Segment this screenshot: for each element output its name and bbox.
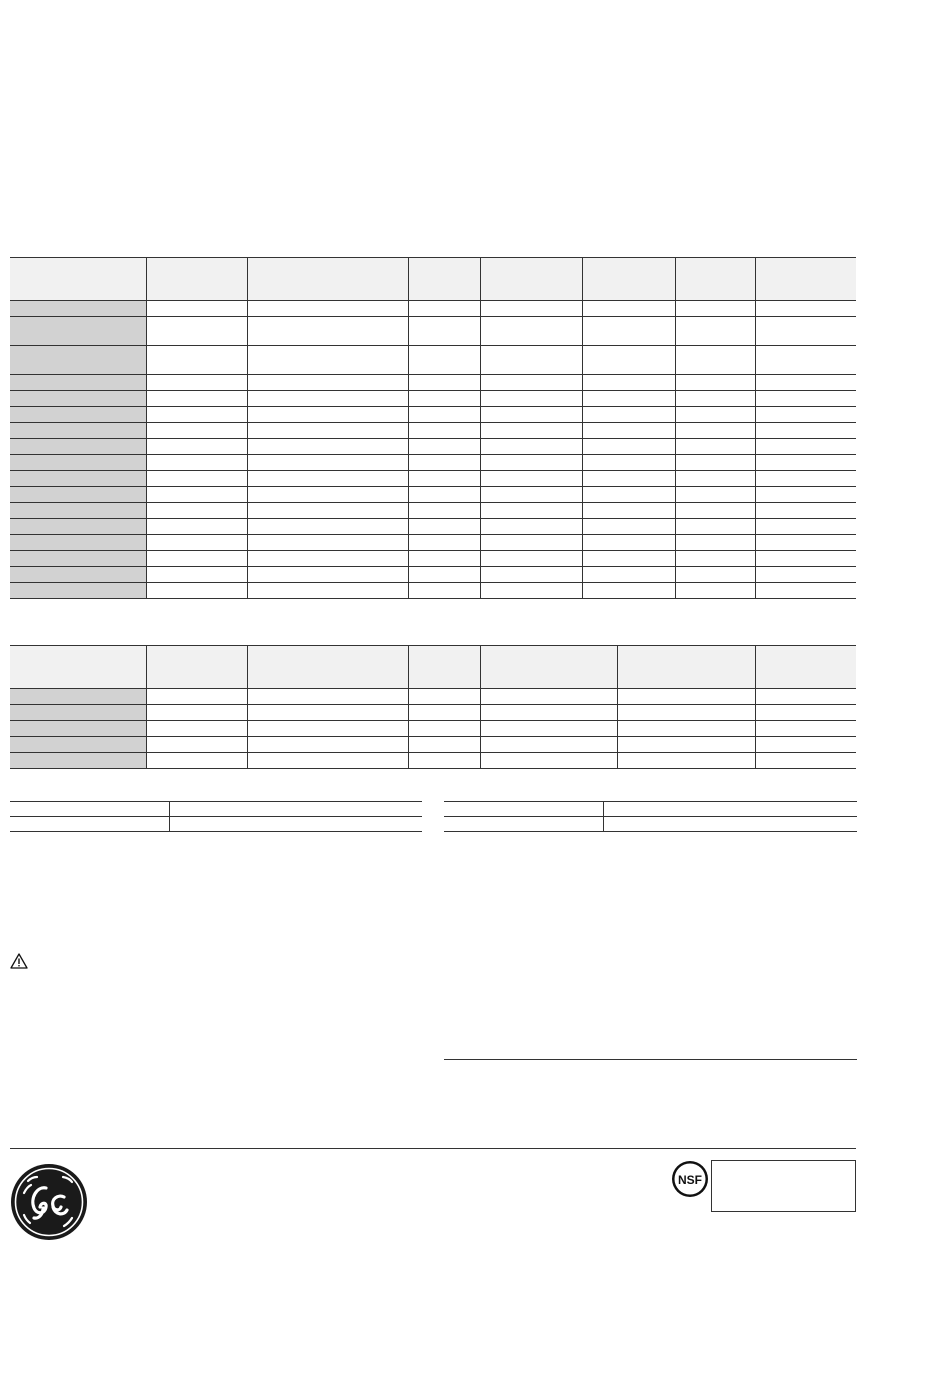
table-row [10,346,856,375]
column-header [480,646,617,689]
data-cell [755,471,856,487]
data-cell [675,423,755,439]
data-cell [408,753,480,769]
data-cell [146,551,247,567]
data-cell [146,317,247,346]
column-header [755,258,856,301]
data-cell [146,567,247,583]
data-cell [755,583,856,599]
data-cell [480,301,582,317]
data-cell [480,721,617,737]
data-cell [247,471,408,487]
spec-value [603,802,857,817]
row-label-cell [10,423,146,439]
data-cell [675,519,755,535]
data-cell [480,519,582,535]
performance-data-table-secondary [10,645,856,769]
data-cell [247,375,408,391]
row-label-cell [10,689,146,705]
data-cell [146,705,247,721]
data-cell [582,551,675,567]
data-cell [247,753,408,769]
table-row [10,391,856,407]
column-header [10,646,146,689]
data-cell [582,487,675,503]
data-cell [146,721,247,737]
spec-table-left [10,801,422,832]
data-cell [755,317,856,346]
performance-data-table [10,257,856,599]
data-cell [146,471,247,487]
column-header [146,258,247,301]
data-cell [582,583,675,599]
data-cell [675,301,755,317]
table-row [444,817,857,832]
column-header [247,258,408,301]
data-cell [480,487,582,503]
data-cell [755,721,856,737]
table-row [10,455,856,471]
data-cell [480,317,582,346]
data-cell [408,705,480,721]
data-cell [755,567,856,583]
data-cell [247,583,408,599]
row-label-cell [10,705,146,721]
row-label-cell [10,407,146,423]
row-label-cell [10,551,146,567]
data-cell [146,439,247,455]
data-cell [408,583,480,599]
data-cell [408,519,480,535]
data-cell [582,423,675,439]
data-cell [675,407,755,423]
column-header [408,646,480,689]
data-cell [755,737,856,753]
data-cell [146,375,247,391]
data-cell [755,391,856,407]
row-label-cell [10,583,146,599]
spec-value [169,817,422,832]
table-row [10,535,856,551]
table-header-row [10,646,856,689]
data-cell [755,346,856,375]
data-cell [247,301,408,317]
data-cell [675,346,755,375]
data-cell [408,737,480,753]
row-label-cell [10,487,146,503]
data-cell [408,346,480,375]
row-label-cell [10,753,146,769]
data-cell [582,301,675,317]
data-cell [675,375,755,391]
table-row [10,439,856,455]
row-label-cell [10,346,146,375]
table-row [10,705,856,721]
data-cell [617,721,755,737]
table-row [444,802,857,817]
data-cell [480,455,582,471]
data-cell [146,407,247,423]
row-label-cell [10,471,146,487]
data-cell [480,439,582,455]
data-cell [675,583,755,599]
data-cell [582,407,675,423]
data-cell [755,519,856,535]
spec-label [10,802,169,817]
data-cell [582,317,675,346]
data-cell [247,503,408,519]
data-cell [480,471,582,487]
data-cell [408,471,480,487]
data-cell [582,391,675,407]
data-cell [146,583,247,599]
data-cell [582,455,675,471]
spec-label [444,817,603,832]
footer-divider [10,1148,856,1149]
row-label-cell [10,737,146,753]
data-cell [247,487,408,503]
data-cell [247,455,408,471]
column-header [480,258,582,301]
data-cell [582,519,675,535]
table-row [10,753,856,769]
data-cell [582,503,675,519]
table-row [10,317,856,346]
data-cell [408,551,480,567]
data-cell [675,317,755,346]
data-cell [582,346,675,375]
data-cell [247,391,408,407]
data-cell [675,391,755,407]
data-cell [480,567,582,583]
table-row [10,737,856,753]
column-header [408,258,480,301]
data-cell [675,487,755,503]
data-cell [146,346,247,375]
data-cell [675,471,755,487]
data-cell [408,391,480,407]
data-cell [408,423,480,439]
data-cell [247,423,408,439]
data-cell [247,535,408,551]
data-cell [146,503,247,519]
data-cell [755,705,856,721]
data-cell [146,689,247,705]
table-row [10,407,856,423]
table-row [10,689,856,705]
table-row [10,802,422,817]
data-cell [675,567,755,583]
table-row [10,817,422,832]
data-cell [582,567,675,583]
data-cell [408,567,480,583]
table-row [10,375,856,391]
row-label-cell [10,317,146,346]
data-cell [408,301,480,317]
data-cell [617,705,755,721]
data-cell [480,583,582,599]
data-cell [408,535,480,551]
data-cell [755,487,856,503]
table-header-row [10,258,856,301]
spec-value [169,802,422,817]
data-cell [247,519,408,535]
certification-box [711,1160,856,1212]
data-cell [247,551,408,567]
data-cell [146,423,247,439]
data-cell [408,503,480,519]
nsf-mark-text: NSF [678,1173,702,1187]
data-cell [480,407,582,423]
data-cell [480,423,582,439]
data-cell [408,375,480,391]
row-label-cell [10,301,146,317]
row-label-cell [10,519,146,535]
data-cell [755,535,856,551]
data-cell [146,455,247,471]
data-cell [675,503,755,519]
data-cell [408,689,480,705]
data-cell [755,689,856,705]
data-cell [617,689,755,705]
data-cell [408,721,480,737]
data-cell [675,535,755,551]
row-label-cell [10,391,146,407]
column-header [675,258,755,301]
column-header [755,646,856,689]
spec-value [603,817,857,832]
data-cell [755,407,856,423]
data-cell [247,567,408,583]
table-row [10,423,856,439]
data-cell [247,737,408,753]
data-cell [755,551,856,567]
data-cell [247,689,408,705]
table-row [10,551,856,567]
table-row [10,583,856,599]
data-cell [755,439,856,455]
table-row [10,301,856,317]
data-cell [146,737,247,753]
nsf-certification-icon [671,1160,709,1198]
data-cell [582,535,675,551]
data-cell [146,753,247,769]
data-cell [617,737,755,753]
data-cell [755,375,856,391]
row-label-cell [10,439,146,455]
spec-label [10,817,169,832]
row-label-cell [10,455,146,471]
data-cell [755,423,856,439]
table-row [10,519,856,535]
row-label-cell [10,567,146,583]
table-row [10,503,856,519]
warning-icon [10,953,28,969]
spec-label [444,802,603,817]
data-cell [247,407,408,423]
data-cell [247,705,408,721]
spec-table-right [444,801,857,832]
data-cell [247,317,408,346]
data-cell [408,439,480,455]
data-cell [480,753,617,769]
data-cell [247,721,408,737]
data-cell [146,535,247,551]
data-cell [675,455,755,471]
data-cell [480,551,582,567]
table-row [10,721,856,737]
column-header [146,646,247,689]
data-cell [146,391,247,407]
data-cell [675,439,755,455]
data-cell [480,737,617,753]
data-cell [755,301,856,317]
data-cell [480,689,617,705]
column-header [247,646,408,689]
data-cell [247,439,408,455]
data-cell [582,439,675,455]
data-cell [247,346,408,375]
data-cell [617,753,755,769]
ge-logo-icon [10,1163,88,1241]
data-cell [480,535,582,551]
row-label-cell [10,503,146,519]
table-row [10,487,856,503]
data-cell [755,503,856,519]
data-cell [582,375,675,391]
data-cell [146,301,247,317]
data-cell [755,753,856,769]
row-label-cell [10,535,146,551]
column-header [617,646,755,689]
data-cell [480,503,582,519]
data-cell [480,705,617,721]
column-header [10,258,146,301]
column-header [582,258,675,301]
data-cell [675,551,755,567]
data-cell [408,317,480,346]
data-cell [480,391,582,407]
table-row [10,471,856,487]
data-cell [582,471,675,487]
data-cell [408,407,480,423]
data-cell [408,455,480,471]
row-label-cell [10,721,146,737]
data-cell [146,487,247,503]
data-cell [480,346,582,375]
data-cell [146,519,247,535]
table-row [10,567,856,583]
section-divider [444,1059,857,1060]
data-cell [755,455,856,471]
row-label-cell [10,375,146,391]
data-cell [408,487,480,503]
data-cell [480,375,582,391]
